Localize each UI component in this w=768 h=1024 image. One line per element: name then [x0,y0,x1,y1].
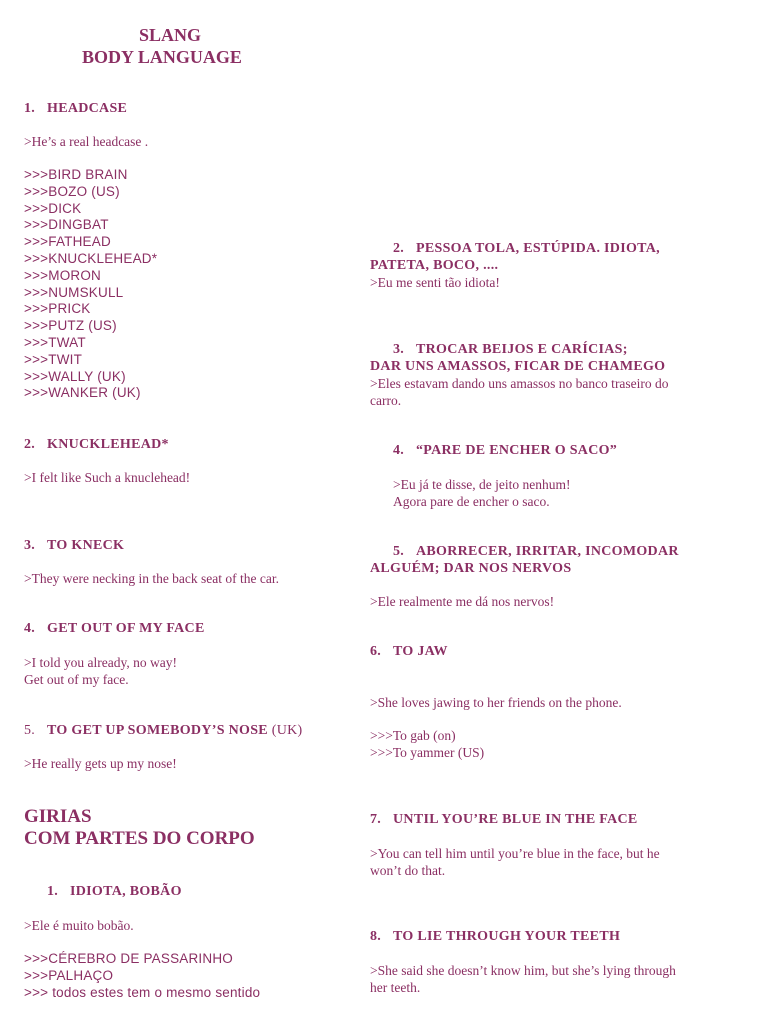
example-text: >She said she doesn’t know him, but she’s lying through [370,963,676,978]
example-text: >Eles estavam dando uns amassos no banco traseiro do [370,376,669,391]
example-text: >They were necking in the back seat of the car. [24,571,280,586]
section-title-partes-do-corpo: COM PARTES DO CORPO [24,828,255,849]
list-item: >>>WALLY (UK) [24,368,126,384]
synonym-list [24,167,157,402]
list-item: >>>To yammer (US) [370,745,485,760]
example-text: Get out of my face. [24,672,129,687]
example-text: her teeth. [370,980,421,995]
example-text: >Eu já te disse, de jeito nenhum! [393,477,571,492]
section-heading-trocar-beijos: 3. TROCAR BEIJOS E CARÍCIAS; [393,342,628,357]
section-heading-blue-in-the-face: 7. UNTIL YOU’RE BLUE IN THE FACE [370,812,638,827]
list-item: >>>BIRD BRAIN [24,167,128,182]
page-subtitle: BODY LANGUAGE [82,47,242,67]
page-title: SLANG [139,25,202,45]
list-item: >>>FATHEAD [24,234,111,250]
section-heading-headcase: 1. HEADCASE [24,101,128,116]
list-item: >>>WANKER (UK) [24,385,141,401]
section-heading-get-up-nose: 5. TO GET UP SOMEBODY’S NOSE (UK) [24,723,303,738]
section-heading-continued: PATETA, BOCO, .... [370,258,499,273]
list-item: >>>PALHAÇO [24,967,114,983]
section-heading-knucklehead: 2. KNUCKLEHEAD* [24,437,169,452]
section-heading-to-kneck: 3. TO KNECK [24,538,125,553]
list-item: >>>MORON [24,267,101,283]
example-text: >Ele realmente me dá nos nervos! [370,594,555,609]
list-item: >>>PUTZ (US) [24,318,117,334]
list-item: >>>To gab (on) [370,728,456,743]
example-text: >You can tell him until you’re blue in the face, but he [370,846,660,861]
list-item: >>>DINGBAT [24,217,109,233]
list-item: >>>BOZO (US) [24,183,120,199]
example-text: >I felt like Such a knuclehead! [24,470,191,485]
synonym-list [24,951,260,1001]
list-item: >>>TWAT [24,334,86,350]
section-heading-continued: DAR UNS AMASSOS, FICAR DE CHAMEGO [370,359,666,374]
example-text: carro. [370,393,402,408]
list-item: >>>KNUCKLEHEAD* [24,250,158,266]
section-heading-aborrecer: 5. ABORRECER, IRRITAR, INCOMODAR [393,544,679,559]
list-item: >>>CÉREBRO DE PASSARINHO [24,951,233,966]
example-text: >He really gets up my nose! [24,756,177,771]
example-text: >She loves jawing to her friends on the phone. [370,695,622,710]
section-heading-pessoa-tola: 2. PESSOA TOLA, ESTÚPIDA. IDIOTA, [393,241,660,256]
section-heading-get-out-of-my-face: 4. GET OUT OF MY FACE [24,621,205,636]
section-heading-idiota-bobao: 1. IDIOTA, BOBÃO [47,884,182,899]
list-item: >>>TWIT [24,351,83,367]
section-title-girias: GIRIAS [24,806,92,827]
list-item: >>> todos estes tem o mesmo sentido [24,984,261,1000]
list-item: >>>PRICK [24,301,91,317]
section-heading-to-jaw: 6. TO JAW [370,644,448,659]
list-item: >>>DICK [24,200,82,216]
example-text: Agora pare de encher o saco. [393,494,550,509]
list-item: >>>NUMSKULL [24,284,124,300]
section-heading-lie-through-teeth: 8. TO LIE THROUGH YOUR TEETH [370,929,621,944]
example-text: won’t do that. [370,863,446,878]
example-text: >He’s a real headcase . [24,134,149,149]
section-heading-continued: ALGUÉM; DAR NOS NERVOS [370,561,572,576]
example-text: >I told you already, no way! [24,655,177,670]
example-text: >Ele é muito bobão. [24,918,134,933]
section-heading-pare-de-encher: 4. “PARE DE ENCHER O SACO” [393,443,618,458]
example-text: >Eu me senti tão idiota! [370,275,500,290]
